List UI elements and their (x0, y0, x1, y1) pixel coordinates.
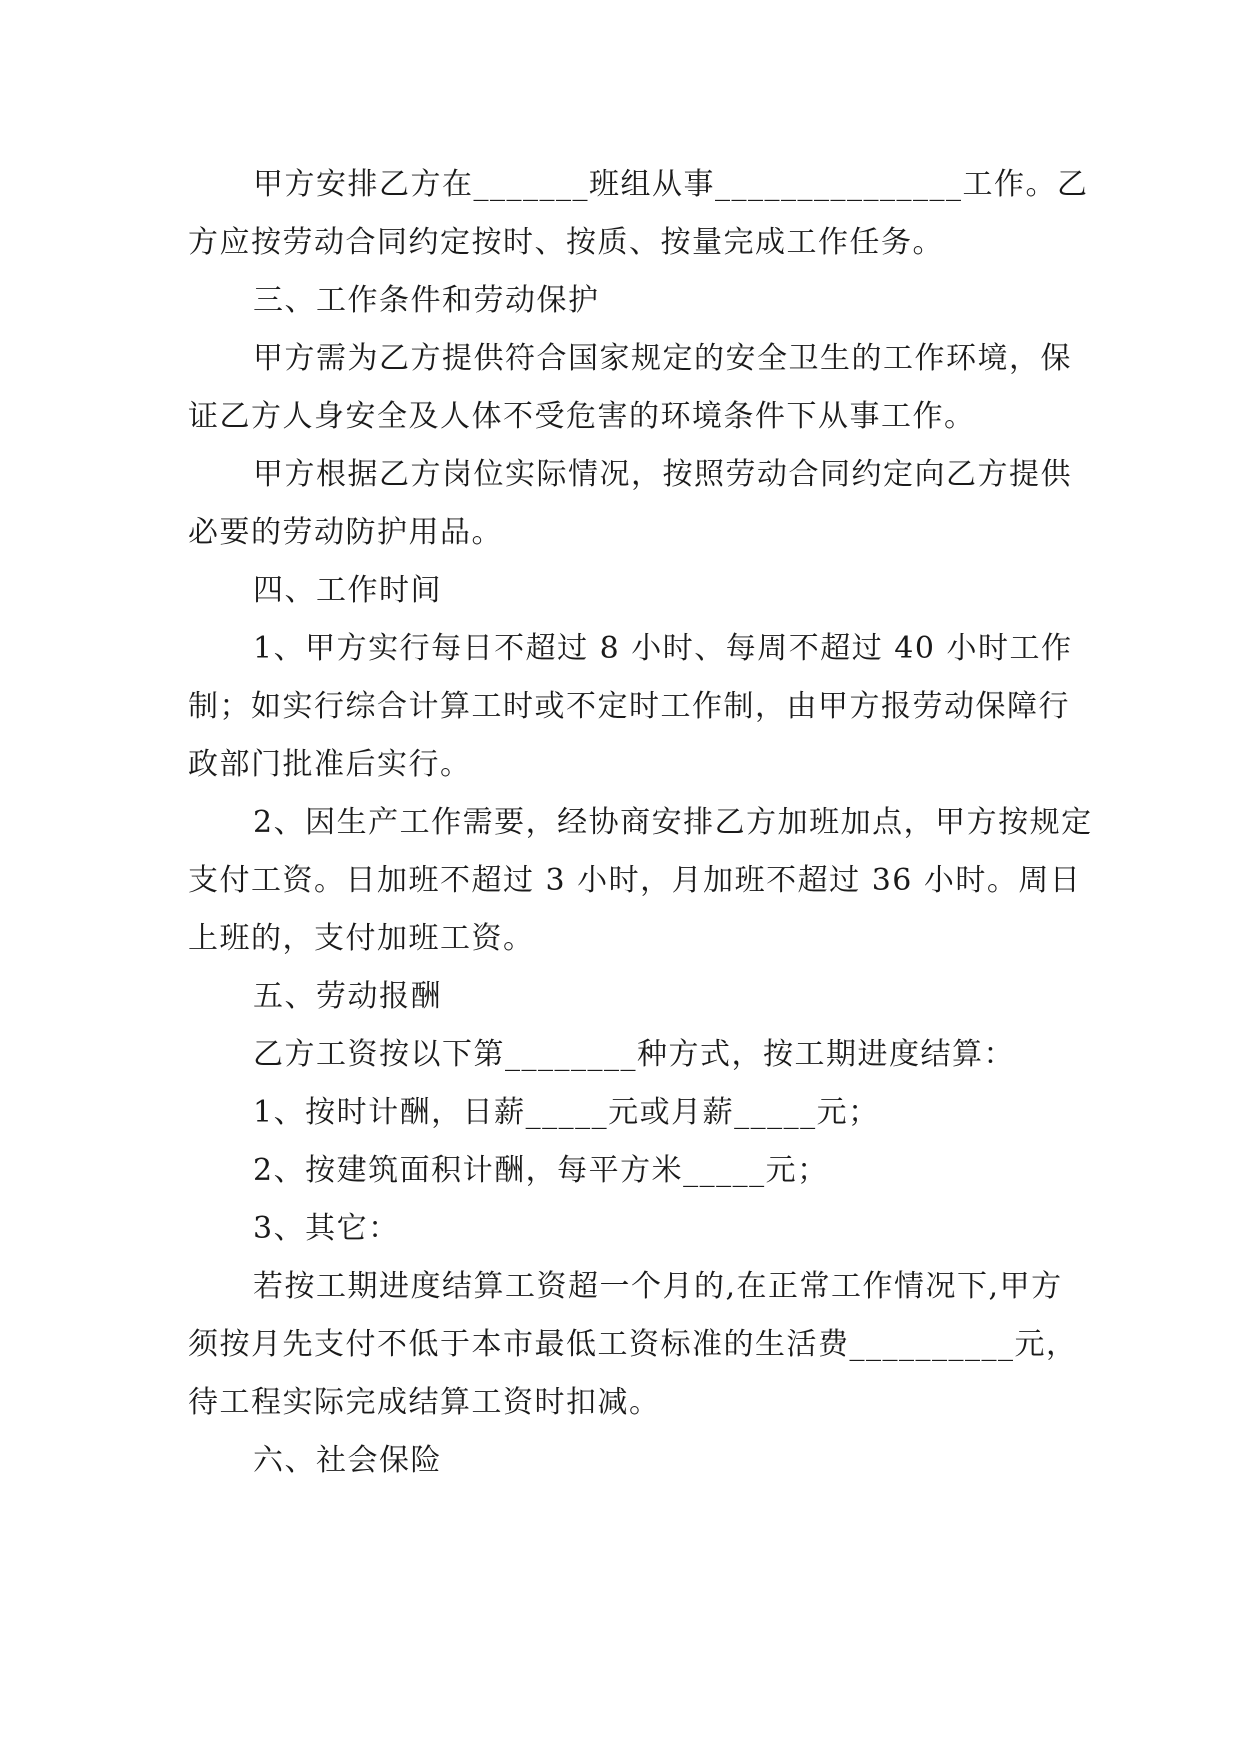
paragraph-hours-clause-2: 2、因生产工作需要，经协商安排乙方加班加点，甲方按规定支付工资。日加班不超过 3 小时，月加班不超过 36 小时。周日上班的，支付加班工资。 (188, 805, 1093, 956)
section-heading-social-insurance: 六、社会保险 (253, 1443, 442, 1478)
paragraph-wage-method: 乙方工资按以下第________种方式，按工期进度结算： (253, 1037, 1015, 1072)
paragraph-hours-clause-1: 1、甲方实行每日不超过 8 小时、每周不超过 40 小时工作制；如实行综合计算工时或不定时工作制，由甲方报劳动保障行政部门批准后实行。 (188, 631, 1073, 782)
section-heading-working-conditions: 三、工作条件和劳动保护 (253, 283, 600, 318)
paragraph-living-allowance: 若按工期进度结算工资超一个月的,在正常工作情况下,甲方须按月先支付不低于本市最低工资标准的生活费__________元，待工程实际完成结算工资时扣减。 (188, 1269, 1078, 1420)
paragraph-safety-environment: 甲方需为乙方提供符合国家规定的安全卫生的工作环境，保证乙方人身安全及人体不受危害的环境条件下从事工作。 (188, 341, 1072, 434)
paragraph-work-assignment: 甲方安排乙方在_______班组从事_______________工作。乙方应按劳动合同约定按时、按质、按量完成工作任务。 (188, 167, 1089, 260)
document-page (188, 156, 1093, 1490)
paragraph-wage-option-3: 3、其它： (253, 1211, 400, 1246)
paragraph-wage-option-1: 1、按时计酬，日薪_____元或月薪_____元； (253, 1095, 880, 1130)
paragraph-protective-equipment: 甲方根据乙方岗位实际情况，按照劳动合同约定向乙方提供必要的劳动防护用品。 (188, 457, 1072, 550)
section-heading-working-hours: 四、工作时间 (253, 573, 442, 608)
section-heading-remuneration: 五、劳动报酬 (253, 979, 442, 1014)
paragraph-wage-option-2: 2、按建筑面积计酬，每平方米_____元； (253, 1153, 829, 1188)
